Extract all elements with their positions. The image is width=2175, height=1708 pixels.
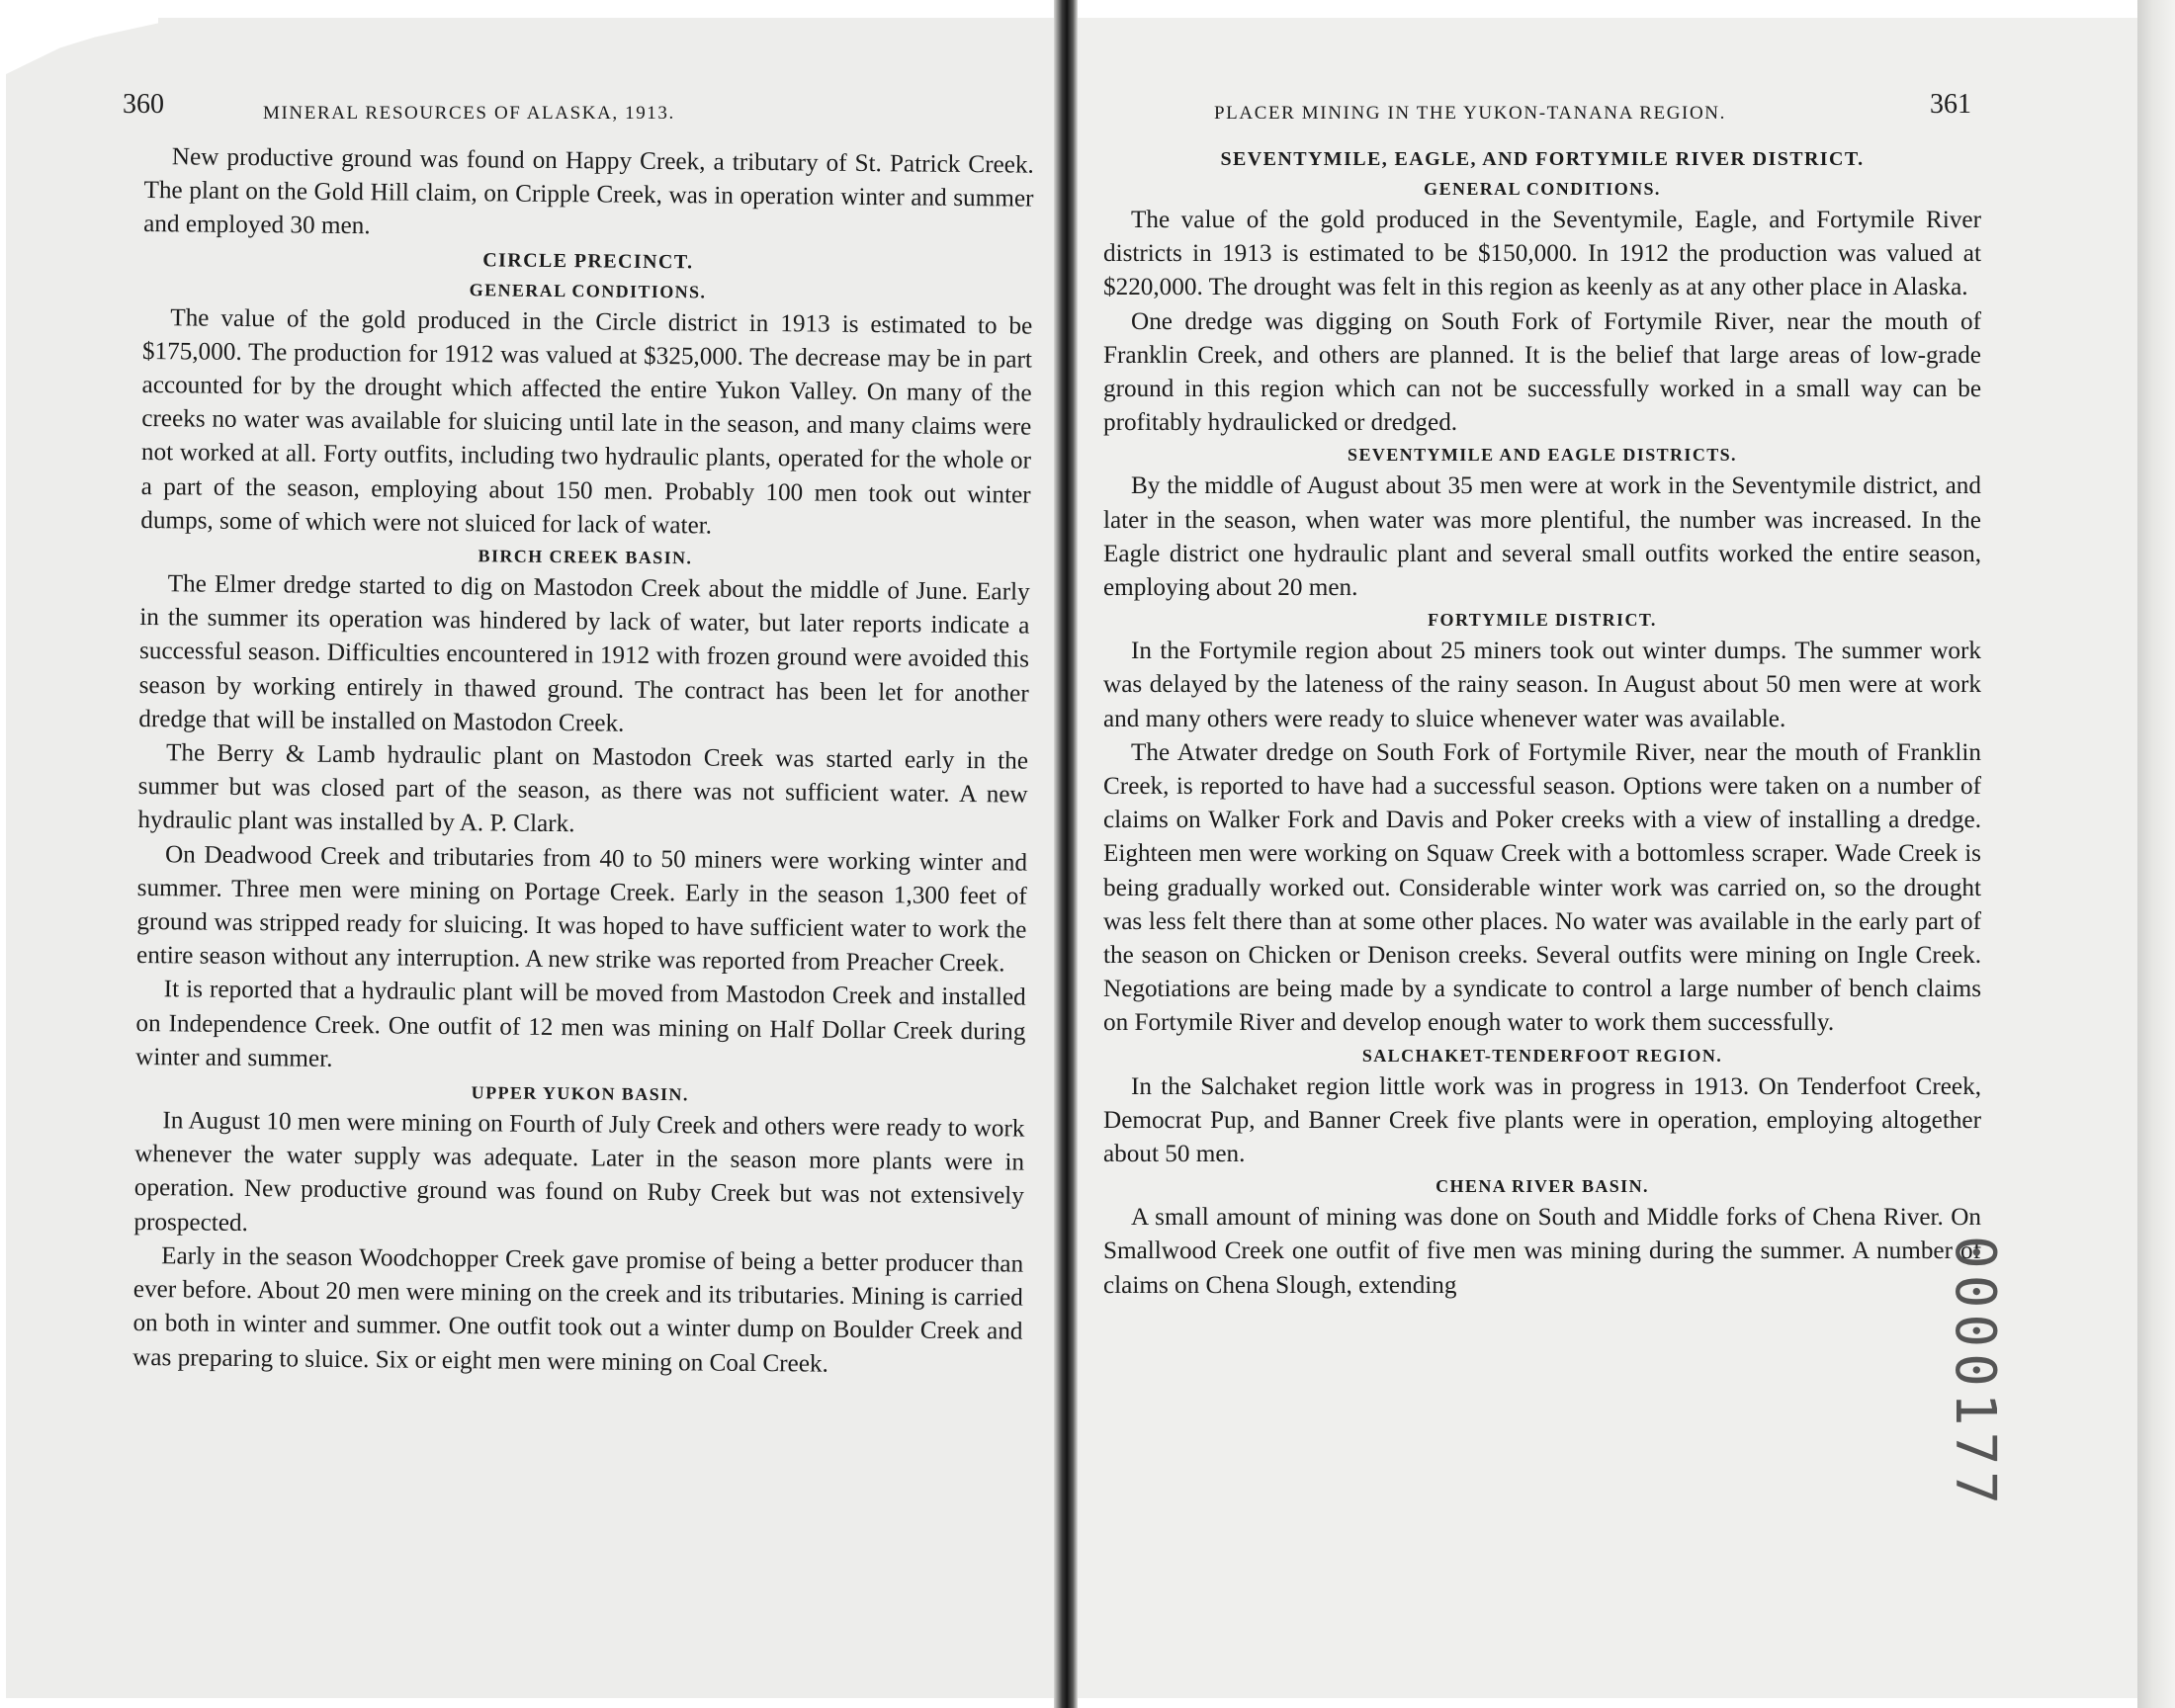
- left-running-head: MINERAL RESOURCES OF ALASKA, 1913.: [263, 103, 675, 124]
- paragraph: The value of the gold produced in the Seventymile, Eagle, and Fortymile River districts in 1913 is estimated to be $150,000. In 1912 the production was valued at $220,000. The drought was felt in this region as keenly as at any other place in Alaska.: [1103, 207, 1981, 301]
- subsection-heading: UPPER YUKON BASIN.: [471, 1082, 689, 1105]
- paragraph: In the Fortymile region about 25 miners took out winter dumps. The summer work was delayed by the lateness of the rainy season. In August about 50 men were at work and many others were ready to sluice whenever water was available.: [1103, 638, 1981, 732]
- subsection-heading: CHENA RIVER BASIN.: [1436, 1176, 1649, 1197]
- left-page: [6, 18, 1058, 1698]
- paragraph: The value of the gold produced in the Circle district in 1913 is estimated to be $175,000. The production for 1912 was valued at $325,000. The decrease may be in part accounted for by the drought which affected the entire Yukon Valley. On many of the creeks no water was available for sluicing until late in the season, and many claims were not worked at all. Forty outfits, including two hydraulic plants, operated for the whole or a part of the season, employing about 150 men. Probably 100 men took out winter dumps, some of which were not sluiced for lack of water.: [140, 303, 1033, 540]
- paragraph: The Atwater dredge on South Fork of Fortymile River, near the mouth of Franklin Creek, is reported to have had a successful season. Options were taken on a number of claims on Walker Fork and Davis and Poker creeks with a view of installing a dredge. Eighteen men were working on Squaw Creek with a bottomless scraper. Wade Creek is being gradually worked out. Considerable winter work was carried on, so the drought was less felt there than at some other places. No water was available in the early part of the season on Chicken or Denison creeks. Several outfits were mining on Ingle Creek. Negotiations are being made by a syndicate to control a large number of bench claims on Fortymile River and develop enough water to work them successfully.: [1103, 738, 1981, 1037]
- paragraph: New productive ground was found on Happy Creek, a tributary of St. Patrick Creek. The plant on the Gold Hill claim, on Cripple Creek, was in operation winter and summer and employed 30 men.: [143, 143, 1034, 240]
- paragraph: On Deadwood Creek and tributaries from 40 to 50 miners were working winter and summer. Three men were mining on Portage Creek. Early in the season 1,300 feet of ground was stripped ready for sluicing. It was hoped to have sufficient water to work the entire season without any interruption. A new strike was reported from Preacher Creek.: [135, 840, 1028, 978]
- paragraph: One dredge was digging on South Fork of Fortymile River, near the mouth of Franklin Creek, and others are planned. It is the belief that large areas of low-grade ground in this region which can not be successfully worked in a small way can be profitably hydraulicked or dredged.: [1103, 307, 1981, 437]
- book-gutter: [1054, 0, 1078, 1708]
- section-heading: SEVENTYMILE, EAGLE, AND FORTYMILE RIVER DISTRICT.: [1220, 148, 1865, 170]
- section-heading: CIRCLE PRECINCT.: [482, 248, 694, 273]
- left-column: [132, 140, 1034, 1383]
- subsection-heading: SEVENTYMILE AND EAGLE DISTRICTS.: [1348, 445, 1737, 466]
- right-column: [1103, 144, 1981, 1303]
- left-page-number: 360: [123, 89, 164, 120]
- subsection-heading: SALCHAKET-TENDERFOOT REGION.: [1361, 1045, 1723, 1066]
- paragraph: A small amount of mining was done on South and Middle forks of Chena River. On Smallwood Creek one outfit of five men was mining during the summer. A number of claims on Chena Slough, extending: [1103, 1204, 1981, 1299]
- subsection-heading: GENERAL CONDITIONS.: [469, 279, 707, 302]
- right-page-number: 361: [1930, 89, 1971, 120]
- paragraph: In the Salchaket region little work was in progress in 1913. On Tenderfoot Creek, Democrat Pup, and Banner Creek five plants were in operation, employing altogether about 50 men.: [1103, 1072, 1981, 1168]
- subsection-heading: FORTYMILE DISTRICT.: [1428, 610, 1657, 631]
- right-running-head: PLACER MINING IN THE YUKON-TANANA REGION.: [1214, 103, 1726, 124]
- paragraph: Early in the season Woodchopper Creek gave promise of being a better producer than ever before. About 20 men were mining on the creek and its tributaries. Mining is carried on both in winter and summer. One outfit took out a winter dump on Boulder Creek and was preparing to sluice. Six or eight men were mining on Coal Creek.: [132, 1242, 1024, 1378]
- paragraph: The Berry & Lamb hydraulic plant on Mastodon Creek was started early in the summer but was closed part of the season, as there was not sufficient water. A new hydraulic plant was installed by A. P. Clark.: [137, 739, 1029, 838]
- paragraph: By the middle of August about 35 men were at work in the Seventymile district, and later in the season, when water was more plentiful, the number was increased. In the Eagle district one hydraulic plant and several small outfits worked the entire season, employing about 20 men.: [1103, 472, 1981, 602]
- subsection-heading: GENERAL CONDITIONS.: [1424, 179, 1661, 199]
- subsection-heading: BIRCH CREEK BASIN.: [478, 546, 693, 568]
- paragraph: The Elmer dredge started to dig on Mastodon Creek about the middle of June. Early in the summer its operation was hindered by lack of water, but later reports indicate a successful season. Difficulties encountered in 1912 with frozen ground were avoided this season by working entirely in thawed ground. The contract has been let for another dredge that will be installed on Mastodon Creek.: [138, 570, 1030, 737]
- archive-stamp: 0000177: [1943, 1236, 2007, 1511]
- paragraph: In August 10 men were mining on Fourth of July Creek and others were ready to work whenever the water supply was adequate. Later in the season more plants were in operation. New productive ground was found on Ruby Creek but was not extensively prospected.: [133, 1107, 1025, 1237]
- page-edge: [2137, 0, 2175, 1708]
- paragraph: It is reported that a hydraulic plant will be moved from Mastodon Creek and installed on Independence Creek. One outfit of 12 men was mining on Half Dollar Creek during winter and summer.: [134, 976, 1026, 1072]
